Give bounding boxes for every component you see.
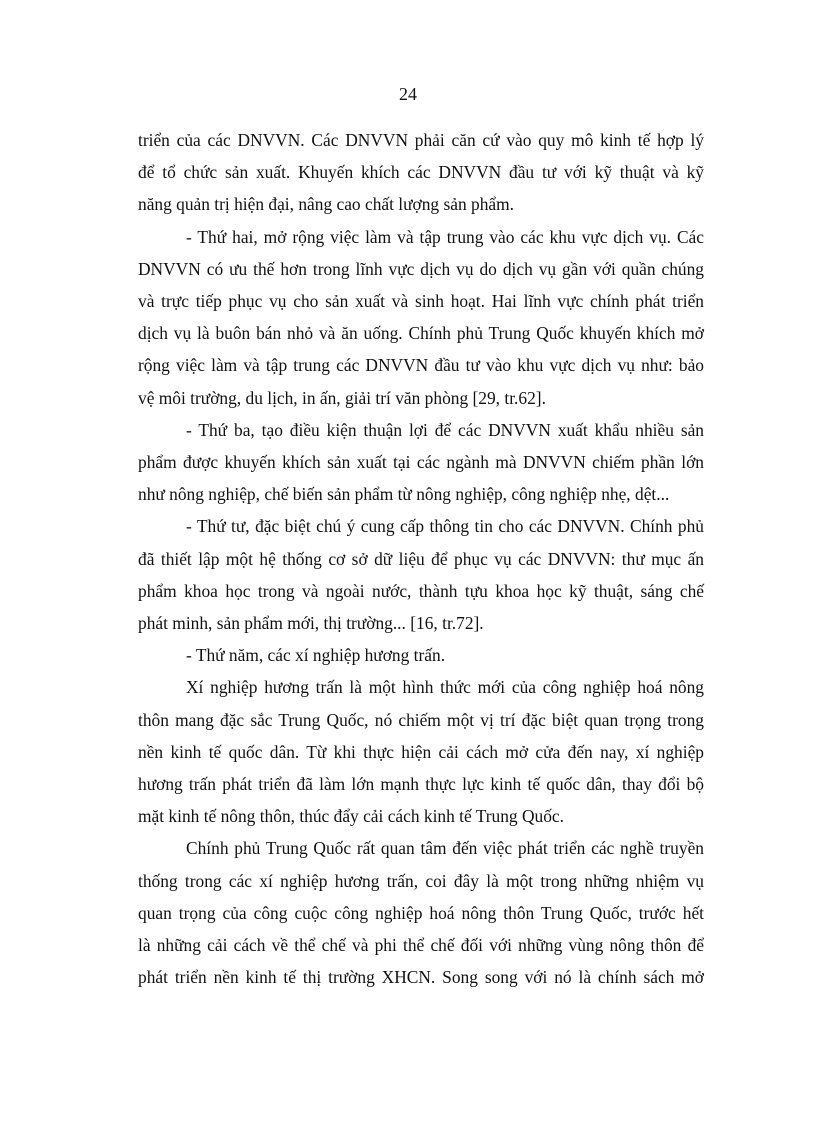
text-line: phẩm được khuyến khích sản xuất tại các ngành mà DNVVN chiếm phần lớn (138, 452, 704, 473)
text-line: phát triển nền kinh tế thị trường XHCN. Song song với nó là chính sách mở (138, 967, 704, 988)
text-line: nền kinh tế quốc dân. Từ khi thực hiện cải cách mở cửa đến nay, xí nghiệp (138, 741, 704, 762)
text-line: đã thiết lập một hệ thống cơ sở dữ liệu để phục vụ các DNVVN: thư mục ấn (138, 548, 704, 569)
text-line: - Thứ tư, đặc biệt chú ý cung cấp thông tin cho các DNVVN. Chính phủ (186, 516, 704, 537)
text-line: Xí nghiệp hương trấn là một hình thức mới của công nghiệp hoá nông (186, 677, 704, 698)
text-line: thôn mang đặc sắc Trung Quốc, nó chiếm một vị trí đặc biệt quan trọng trong (138, 709, 704, 730)
text-line: dịch vụ là buôn bán nhỏ và ăn uống. Chính phủ Trung Quốc khuyến khích mở (138, 323, 704, 344)
body-text (138, 124, 704, 993)
text-line: phát minh, sản phẩm mới, thị trường... [16, tr.72]. (138, 613, 484, 634)
text-line: DNVVN có ưu thế hơn trong lĩnh vực dịch vụ do dịch vụ gần với quần chúng (138, 258, 704, 279)
text-line: thống trong các xí nghiệp hương trấn, coi đây là một trong những nhiệm vụ (138, 870, 704, 891)
text-line: quan trọng của công cuộc công nghiệp hoá nông thôn Trung Quốc, trước hết (138, 902, 704, 923)
text-line: để tổ chức sản xuất. Khuyến khích các DNVVN đầu tư với kỹ thuật và kỹ (138, 162, 704, 183)
text-line: rộng việc làm và tập trung các DNVVN đầu tư vào khu vực dịch vụ như: bảo (138, 355, 704, 376)
text-line: Chính phủ Trung Quốc rất quan tâm đến việc phát triển các nghề truyền (186, 838, 704, 859)
text-line: hương trấn phát triển đã làm lớn mạnh thực lực kinh tế quốc dân, thay đổi bộ (138, 774, 704, 795)
text-line: triển của các DNVVN. Các DNVVN phải căn cứ vào quy mô kinh tế hợp lý (138, 130, 704, 150)
text-line: vệ môi trường, du lịch, in ấn, giải trí văn phòng [29, tr.62]. (138, 387, 546, 408)
text-line: - Thứ năm, các xí nghiệp hương trấn. (186, 645, 446, 666)
text-line: năng quản trị hiện đại, nâng cao chất lượng sản phẩm. (138, 194, 514, 215)
text-line: - Thứ ba, tạo điều kiện thuận lợi để các DNVVN xuất khẩu nhiều sản (186, 419, 704, 440)
text-line: như nông nghiệp, chế biến sản phẩm từ nông nghiệp, công nghiệp nhẹ, dệt... (138, 484, 670, 505)
text-line: phẩm khoa học trong và ngoài nước, thành tựu khoa học kỹ thuật, sáng chế (138, 580, 704, 601)
text-line: và trực tiếp phục vụ cho sản xuất và sinh hoạt. Hai lĩnh vực chính phát triển (138, 291, 704, 312)
text-line: mặt kinh tế nông thôn, thúc đẩy cải cách kinh tế Trung Quốc. (138, 806, 564, 827)
text-line: - Thứ hai, mở rộng việc làm và tập trung vào các khu vực dịch vụ. Các (186, 226, 704, 247)
text-line: là những cải cách về thể chế và phi thể chế đối với những vùng nông thôn để (138, 935, 704, 956)
page-number: 24 (399, 84, 417, 104)
